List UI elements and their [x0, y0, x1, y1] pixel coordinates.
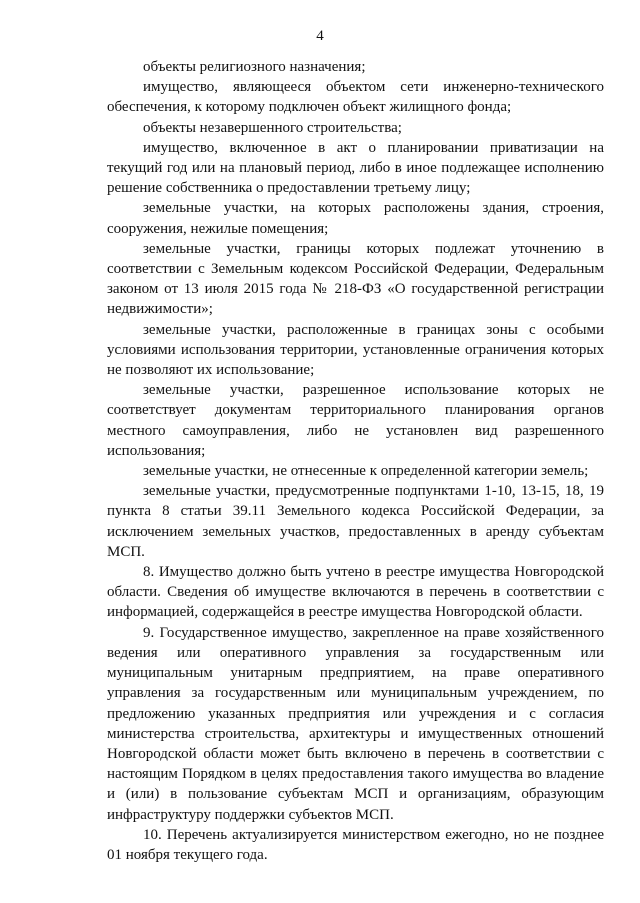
paragraph-clause-10: 10. Перечень актуализируется министерством ежегодно, но не позднее 01 ноября текущего года.	[107, 826, 604, 863]
paragraph-special-zones: земельные участки, расположенные в границах зоны с особыми условиями использования территории, установленные ограничения которых не позволяют их использование;	[107, 321, 604, 379]
paragraph-land-borders: земельные участки, границы которых подлежат уточнению в соответствии с Земельным кодексом Российской Федерации, Федеральным законом от 13 июля 2015 года № 218-ФЗ «О государственной регистрации недвижимости»;	[107, 240, 604, 318]
paragraph-land-category: земельные участки, не отнесенные к определенной категории земель;	[143, 463, 589, 480]
paragraph-land-subclauses: земельные участки, предусмотренные подпунктами 1-10, 13-15, 18, 19 пункта 8 статьи 39.11 Земельного кодекса Российской Федерации, за исключением земельных участков, предоставленных в аренду субъектам МСП.	[107, 483, 604, 560]
paragraph-religious-objects: объекты религиозного назначения;	[143, 59, 366, 75]
document-body	[107, 57, 604, 865]
paragraph-engineering-network: имущество, являющееся объектом сети инженерно-технического обеспечения, к которому подключен объект жилищного фонда;	[107, 79, 604, 116]
paragraph-land-with-buildings: земельные участки, на которых расположены здания, строения, сооружения, нежилые помещения;	[107, 200, 604, 237]
paragraph-permitted-use: земельные участки, разрешенное использование которых не соответствует документам территориального планирования органов местного самоуправления, либо не установлен вид разрешенного использования;	[107, 382, 604, 459]
page-number: 4	[316, 28, 324, 44]
paragraph-unfinished-construction: объекты незавершенного строительства;	[143, 119, 402, 136]
paragraph-clause-8: 8. Имущество должно быть учтено в реестре имущества Новгородской области. Сведения об имуществе включаются в перечень в соответствии с информацией, содержащейся в реестре имущества Новгородской области.	[107, 564, 604, 621]
paragraph-privatization-plan: имущество, включенное в акт о планировании приватизации на текущий год или на плановый период, либо в иное подлежащее исполнению решение собственника о предоставлении третьему лицу;	[107, 139, 604, 197]
paragraph-clause-9: 9. Государственное имущество, закрепленное на праве хозяйственного ведения или оперативного управления за государственным или муниципальным унитарным предприятием, на праве оперативного управления за государственным или муниципальным учреждением, по предложению указанных предприятия или учреждения и с согласия министерства строительства, архитектуры и имущественных отношений Новгородской области может быть включено в перечень в соответствии с настоящим Порядком в целях предоставления такого имущества во владение и (или) в пользование субъектам МСП и организациям, образующим инфраструктуру поддержки субъектов МСП.	[107, 624, 604, 823]
